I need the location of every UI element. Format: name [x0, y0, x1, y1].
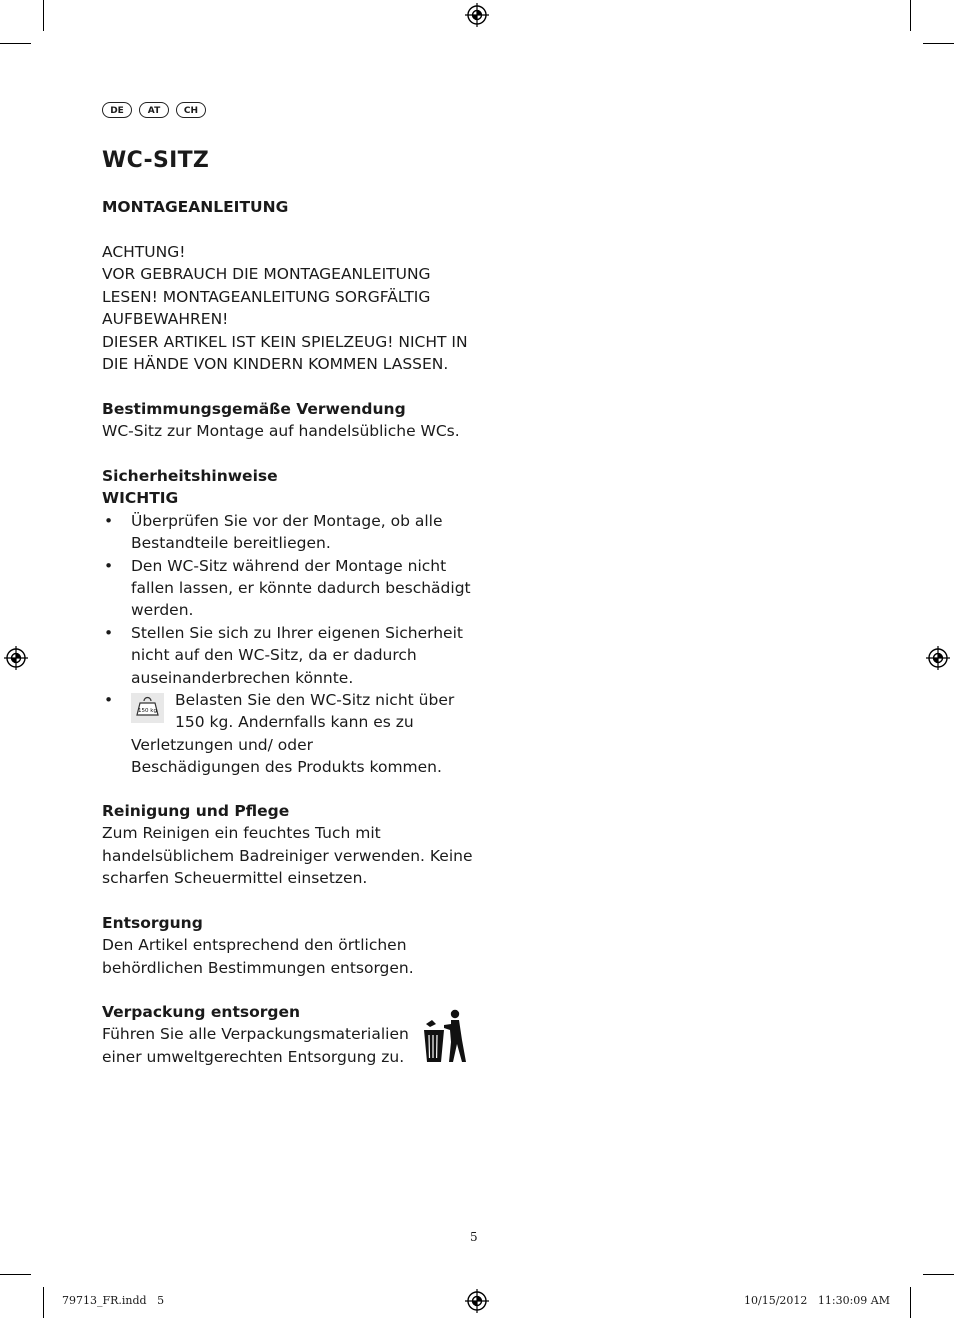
crop-mark	[923, 1274, 954, 1275]
list-item-line: auseinanderbrechen könnte.	[131, 668, 354, 687]
list-item-line: werden.	[131, 601, 194, 620]
crop-mark	[43, 0, 44, 31]
registration-mark-icon	[926, 646, 950, 670]
list-item-line: Belasten Sie den WC-Sitz nicht über	[175, 691, 455, 710]
crop-mark	[910, 0, 911, 31]
list-item-line: Stellen Sie sich zu Ihrer eigenen Sicherheit	[131, 623, 463, 642]
weight-shape-icon	[131, 693, 164, 723]
warning-line: ACHTUNG!	[102, 243, 186, 261]
safety-section	[102, 465, 482, 779]
list-item-line: Beschädigungen des Produkts kommen.	[131, 758, 442, 777]
weight-icon	[131, 693, 164, 723]
country-badges	[102, 102, 206, 118]
country-badge-de: DE	[102, 102, 132, 118]
crop-mark	[43, 1287, 44, 1318]
intended-use-section	[102, 398, 482, 443]
bullet: •	[104, 556, 114, 575]
section-subheading: WICHTIG	[102, 489, 179, 508]
list-item	[102, 510, 482, 555]
crop-mark	[0, 1274, 31, 1275]
footer-filename: 79713_FR.indd 5	[62, 1294, 165, 1307]
bullet: •	[104, 623, 114, 642]
list-item-weight	[102, 689, 482, 779]
country-badge-at: AT	[139, 102, 169, 118]
list-item-line: fallen lassen, er könnte dadurch beschädigt	[131, 579, 471, 598]
list-item-line: Überprüfen Sie vor der Montage, ob alle	[131, 511, 443, 530]
section-text: scharfen Scheuermittel einsetzen.	[102, 869, 368, 888]
section-heading: Sicherheitshinweise	[102, 467, 278, 485]
warning-line: DIE HÄNDE VON KINDERN KOMMEN LASSEN.	[102, 355, 449, 374]
section-text: handelsüblichem Badreiniger verwenden. Keine	[102, 846, 473, 865]
section-text: WC-Sitz zur Montage auf handelsübliche WCs.	[102, 422, 460, 441]
section-subtitle: MONTAGEANLEITUNG	[102, 198, 289, 216]
warning-line: LESEN! MONTAGEANLEITUNG SORGFÄLTIG	[102, 287, 431, 306]
cleaning-section	[102, 800, 482, 890]
registration-mark-icon	[4, 646, 28, 670]
warning-line: AUFBEWAHREN!	[102, 310, 229, 329]
section-text: behördlichen Bestimmungen entsorgen.	[102, 958, 414, 977]
section-text: Den Artikel entsprechend den örtlichen	[102, 936, 407, 955]
list-item-line: Verletzungen und/ oder	[131, 735, 314, 754]
list-item-line: Den WC-Sitz während der Montage nicht	[131, 556, 447, 575]
section-heading: Reinigung und Pflege	[102, 802, 290, 820]
section-text: einer umweltgerechten Entsorgung zu.	[102, 1047, 405, 1066]
registration-mark-icon	[465, 3, 489, 27]
bullet: •	[104, 511, 114, 530]
section-heading: Verpackung entsorgen	[102, 1003, 301, 1021]
recycle-bin-figure-icon	[422, 1008, 468, 1064]
footer-timestamp: 10/15/2012 11:30:09 AM	[744, 1294, 890, 1307]
warning-block	[102, 241, 482, 375]
page-number: 5	[470, 1230, 478, 1244]
page-title: WC-SITZ	[102, 148, 210, 173]
crop-mark	[923, 43, 954, 44]
section-heading: Bestimmungsgemäße Verwendung	[102, 400, 406, 418]
registration-mark-icon	[465, 1289, 489, 1313]
bullet: •	[104, 691, 114, 710]
section-text: Zum Reinigen ein feuchtes Tuch mit	[102, 824, 381, 843]
list-item	[102, 622, 482, 689]
country-badge-ch: CH	[176, 102, 206, 118]
crop-mark	[910, 1287, 911, 1318]
list-item-line: nicht auf den WC-Sitz, da er dadurch	[131, 646, 417, 665]
crop-mark	[0, 43, 31, 44]
safety-list	[102, 510, 482, 779]
weight-icon-label: 150 kg	[138, 708, 157, 715]
list-item	[102, 555, 482, 622]
disposal-section	[102, 912, 482, 979]
list-item-line: 150 kg. Andernfalls kann es zu	[175, 713, 414, 732]
warning-line: DIESER ARTIKEL IST KEIN SPIELZEUG! NICHT IN	[102, 332, 468, 351]
section-heading: Entsorgung	[102, 914, 203, 932]
list-item-line: Bestandteile bereitliegen.	[131, 534, 331, 553]
section-text: Führen Sie alle Verpackungsmaterialien	[102, 1025, 409, 1044]
warning-line: VOR GEBRAUCH DIE MONTAGEANLEITUNG	[102, 265, 431, 284]
